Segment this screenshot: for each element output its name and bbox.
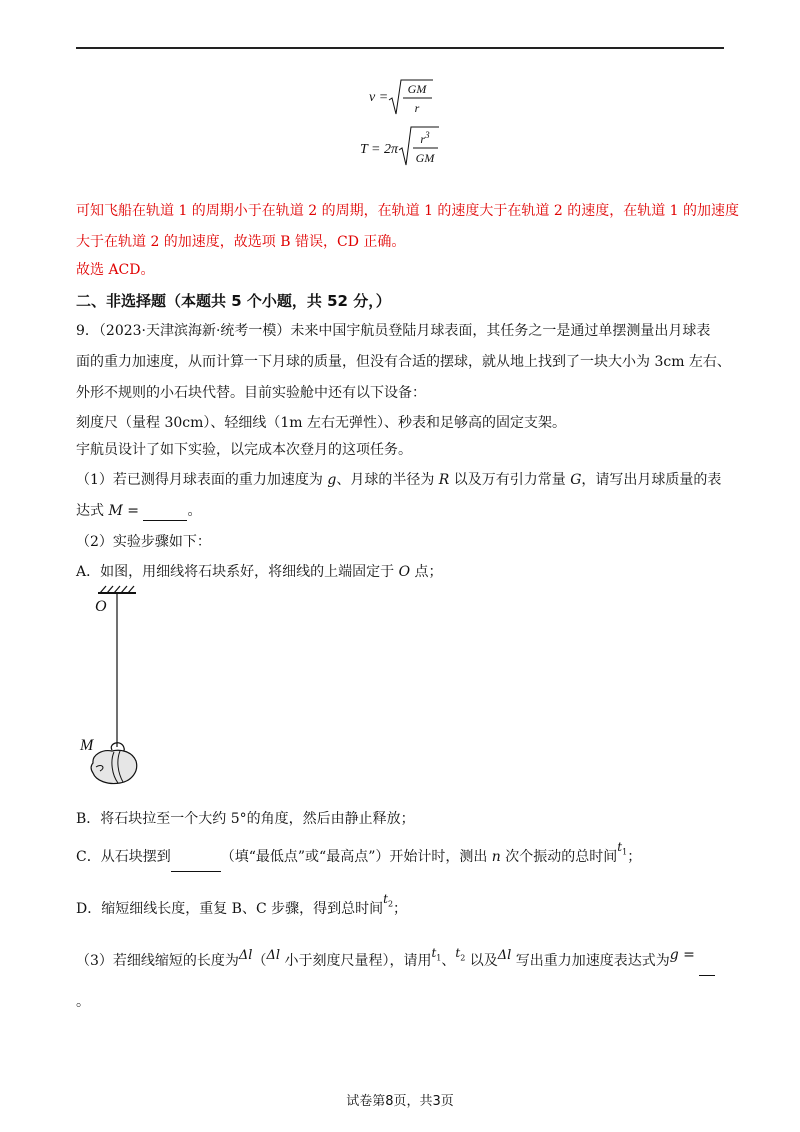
var-O: O <box>398 564 411 580</box>
step-c <box>76 840 642 872</box>
p1-text-end: 。 <box>187 503 202 519</box>
var-g-eq: g = <box>669 947 695 963</box>
step-c-text-c: 次个振动的总时间 <box>500 849 618 865</box>
step-a <box>76 562 443 582</box>
part-3-line-2: 。 <box>76 994 90 1010</box>
var-t2-p3-base: t <box>455 946 461 960</box>
var-R: R <box>438 472 450 488</box>
var-M: M <box>108 503 123 519</box>
var-t2-p3-sub: 2 <box>460 953 466 963</box>
figure-label-O: O <box>95 598 107 615</box>
step-a-text: A．如图，用细线将石块系好，将细线的上端固定于 <box>76 564 399 580</box>
p1-text-b: 、月球的半径为 <box>336 472 439 488</box>
var-t1-p3-base: t <box>431 946 437 960</box>
page-footer: 试卷第8页，共3页 <box>346 1094 454 1109</box>
var-t1-p3-sub: 1 <box>436 953 442 963</box>
p3-text-a: （3）若细线缩短的长度为 <box>76 953 239 969</box>
var-t2-base: t <box>383 892 388 906</box>
question-line-1: 9．（2023·天津滨海新·统考一模）未来中国宇航员登陆月球表面，其任务之一是通过单摆测量出月球表 <box>76 323 711 339</box>
step-c-text-b: （填“最低点”或“最高点”）开始计时，测出 <box>220 849 492 865</box>
var-t1-base: t <box>617 840 623 854</box>
formula-v-numerator: GM <box>407 82 427 96</box>
answer-blank-mass[interactable] <box>143 504 187 521</box>
var-G: G <box>570 472 582 488</box>
p1-text-c: 以及万有引力常量 <box>449 472 571 488</box>
formula-t-lhs: T = 2π <box>360 142 398 157</box>
p3-text-b: （ <box>252 953 267 969</box>
var-t1 <box>617 840 628 857</box>
step-d <box>76 892 408 924</box>
question-line-5: 宇航员设计了如下实验，以完成本次登月的这项任务。 <box>76 442 412 458</box>
var-t1-p3 <box>431 946 442 963</box>
var-delta-l-3: Δl <box>497 948 512 963</box>
var-t2-p3 <box>455 946 466 963</box>
step-d-end: ； <box>393 901 408 917</box>
question-line-2: 面的重力加速度，从而计算一下月球的质量，但没有合适的摆球，就从地上找到了一块大小为 3cm 左右、 <box>76 354 731 370</box>
question-line-3: 外形不规则的小石块代替。目前实验舱中还有以下设备： <box>76 385 426 401</box>
answer-line-3: 故选 ACD。 <box>76 262 155 278</box>
step-c-text-a: C．从石块摆到 <box>76 849 171 865</box>
var-t1-sub: 1 <box>622 847 628 857</box>
formula-t-denominator: GM <box>415 151 435 165</box>
header-rule <box>76 47 724 49</box>
step-a-end: 点； <box>410 564 443 580</box>
section-title: 二、非选择题（本题共 5 个小题，共 52 分，） <box>76 292 391 310</box>
var-t2-sub: 2 <box>387 899 394 909</box>
part-1-line-2 <box>76 501 201 521</box>
p3-text-d: 、 <box>441 953 456 969</box>
answer-line-2: 大于在轨道 2 的加速度，故选项 B 错误，CD 正确。 <box>76 234 406 250</box>
var-t2 <box>383 892 394 909</box>
p3-text-e: 以及 <box>465 953 498 969</box>
figure-label-M: M <box>80 737 94 754</box>
p1-text-a: （1）若已测得月球表面的重力加速度为 <box>76 472 328 488</box>
formula-v-lhs: v = <box>369 90 389 105</box>
var-delta-l-2: Δl <box>266 948 281 963</box>
formula-v-denominator: r <box>414 101 420 115</box>
answer-blank-g[interactable] <box>699 961 715 976</box>
step-c-end: ； <box>627 849 642 865</box>
part-3-line-1 <box>76 946 715 976</box>
var-n: n <box>491 849 501 865</box>
p3-text-c: 小于刻度尺量程），请用 <box>280 953 432 969</box>
answer-line-1: 可知飞船在轨道 1 的周期小于在轨道 2 的周期，在轨道 1 的速度大于在轨道 2 的速度，在轨道 1 的加速度 <box>76 203 740 219</box>
formula-t-num-exp: 3 <box>425 130 430 140</box>
formula-t-num-base: r <box>420 132 426 146</box>
step-d-text: D．缩短细线长度，重复 B、C 步骤，得到总时间 <box>76 901 384 917</box>
p3-text-f: 写出重力加速度表达式为 <box>511 953 670 969</box>
part-2-heading: （2）实验步骤如下： <box>76 534 211 550</box>
p1-text-e: 达式 <box>76 503 109 519</box>
question-line-4: 刻度尺（量程 30cm）、轻细线（1m 左右无弹性）、秒表和足够高的固定支架。 <box>76 415 567 431</box>
p1-text-d: ，请写出月球质量的表 <box>581 472 722 488</box>
var-g: g <box>327 472 337 488</box>
p1-text-f: = <box>122 503 139 519</box>
var-delta-l: Δl <box>238 948 253 963</box>
pendulum-diagram-icon <box>76 585 156 795</box>
answer-blank-start-point[interactable] <box>171 855 221 872</box>
part-1-line-1 <box>76 470 721 490</box>
formula-t-numerator <box>412 130 438 147</box>
step-b: B．将石块拉至一个大约 5°的角度，然后由静止释放； <box>76 811 415 827</box>
